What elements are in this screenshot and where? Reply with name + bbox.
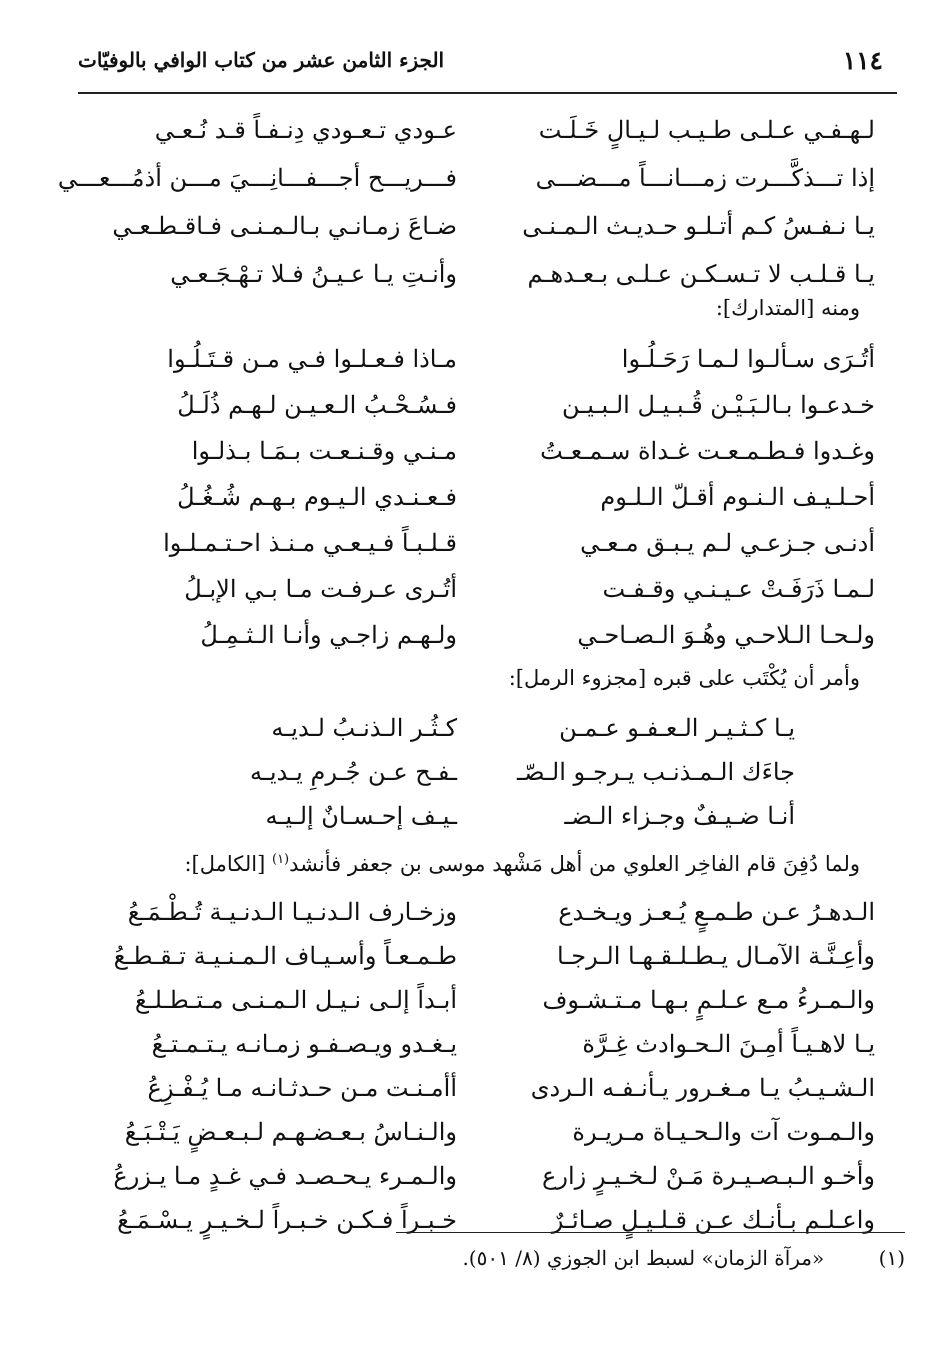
verse-line — [95, 612, 875, 658]
verse-right-hemistich: أدنـى جـزعـي لـم يـبـق مـعـي — [580, 529, 875, 557]
verse-left-hemistich: مـنـي وقـنـعـت بـمَـا بـذلـوا — [191, 437, 457, 465]
verse-right-hemistich: إذا تـــذكَّـــرت زمـــانـــاً مـــضـــى — [535, 164, 875, 192]
verse-right-hemistich: يـا كـثـيـر الـعـفـو عـمـن — [559, 714, 795, 742]
verse-line — [95, 250, 875, 298]
intro-text: ولما دُفِنَ قام الفاخِر العلوي من أهل مَشْهد موسى بن جعفر فأنشد — [289, 852, 860, 876]
poem-block-1 — [57, 106, 875, 298]
verse-line — [95, 978, 875, 1022]
meter-label: [الكامل]: — [184, 852, 272, 876]
verse-line — [95, 1110, 875, 1154]
page-number: ١١٤ — [842, 46, 883, 75]
verse-right-hemistich: واعـلـم بـأنـك عـن قـلـيـلٍ صـائـرٌ — [551, 1206, 875, 1234]
section-intro-epitaph: وأمر أن يُكْتَب على قبره [مجزوء الرمل]: — [508, 666, 860, 690]
verse-line — [95, 750, 875, 794]
verse-right-hemistich: أحـلـيـف الـنـوم أقـلّ الـلـوم — [600, 483, 875, 511]
footnote-number: (١) — [878, 1246, 905, 1270]
poem-block-4 — [95, 890, 875, 1242]
verse-left-hemistich: وزخـارف الـدنـيـا الـدنـيـة تُـطْـمَـعُ — [127, 898, 457, 926]
verse-right-hemistich: لـمـا ذَرَفَـتْ عـيـنـي وقـفـت — [602, 575, 875, 603]
verse-right-hemistich: الـدهـرُ عـن طـمـعٍ يُـعـز ويـخـدع — [558, 898, 875, 926]
header-rule — [78, 92, 897, 94]
verse-line — [95, 1198, 875, 1242]
section-intro-kamil — [184, 852, 860, 876]
verse-right-hemistich: أنـا ضـيـفٌ وجـزاء الـضـ — [564, 802, 795, 830]
verse-left-hemistich: يـغـدو ويـصـفـو زمـانـه يـتـمـتـعُ — [151, 1030, 457, 1058]
verse-left-hemistich: ضـاعَ زمـانـي بـالـمـنـى فـاقـطـعـي — [112, 212, 457, 240]
verse-right-hemistich: جاءَك الـمـذنـب يـرجـو الـصّـ — [517, 758, 795, 786]
verse-right-hemistich: وغـدوا فـطـمـعـت غـداة سـمـعـتُ — [540, 437, 875, 465]
verse-line — [95, 202, 875, 250]
running-title: الجزء الثامن عشر من كتاب الوافي بالوفيّات — [78, 48, 445, 72]
verse-left-hemistich: طـمـعـاً وأسـيـاف الـمـنـيـة تـقـطـعُ — [113, 942, 457, 970]
verse-line — [57, 154, 875, 202]
verse-left-hemistich: كـثُـر الـذنـبُ لـديـه — [271, 714, 457, 742]
verse-right-hemistich: الـشـيـبُ يـا مـغـرور يـأنـفـه الـردى — [530, 1074, 875, 1102]
verse-left-hemistich: فـــريـــح أجـــفـــانِـــيَ مـــن أذمُـــعـــي — [57, 164, 457, 192]
verse-left-hemistich: قـلـبـاً فـيـعـي مـنـذ احـتـمـلـوا — [163, 529, 457, 557]
footnote-marker: (١) — [271, 852, 290, 867]
verse-line — [95, 1022, 875, 1066]
verse-right-hemistich: لـهـفـي عـلـى طـيـب لـيـالٍ خَـلَـت — [538, 116, 875, 144]
verse-left-hemistich: ـفـح عـن جُـرمِ يـديـه — [249, 758, 457, 786]
verse-line — [95, 1154, 875, 1198]
verse-left-hemistich: خـبـراً فـكـن خـبـراً لـخـيـرٍ يـسْـمَـعُ — [117, 1206, 457, 1234]
verse-line — [95, 1066, 875, 1110]
verse-left-hemistich: وأنـتِ يـا عـيـنُ فـلا تـهْـجَـعـي — [170, 260, 457, 288]
verse-left-hemistich: فـسُـحْـبُ الـعـيـن لـهـم ذُلَـلُ — [177, 391, 457, 419]
verse-line — [95, 474, 875, 520]
verse-left-hemistich: عـودي تـعـودي دِنـفـاً قـد نُـعـي — [154, 116, 457, 144]
verse-right-hemistich: يـا نـفـسُ كـم أتـلـو حـديـث الـمـنـى — [522, 212, 875, 240]
verse-left-hemistich: والـمـرء يـحـصـد فـي غـدٍ مـا يـزرعُ — [113, 1162, 457, 1190]
verse-line — [95, 382, 875, 428]
verse-line — [95, 428, 875, 474]
verse-right-hemistich: والـمـرءُ مـع عـلـمٍ بـهـا مـتـشـوف — [542, 986, 875, 1014]
verse-line — [95, 890, 875, 934]
verse-right-hemistich: خـدعـوا بـالـبَـيْـن قُـبـيـل الـبـيـن — [561, 391, 875, 419]
verse-line — [95, 336, 875, 382]
verse-right-hemistich: وأعِـنَّـة الآمـال يـطـلـقـهـا الـرجـا — [556, 942, 875, 970]
verse-left-hemistich: مـاذا فـعـلـوا فـي مـن قـتَـلُـوا — [167, 345, 457, 373]
verse-right-hemistich: يـا لاهـيـاً أمِـنَ الـحـوادث غِـرَّة — [582, 1030, 875, 1058]
verse-left-hemistich: والـنـاسُ بـعـضـهـم لـبـعـضٍ يَـتْـبَـعُ — [124, 1118, 457, 1146]
verse-right-hemistich: وأخـو الـبـصـيـرة مَـنْ لـخـيـرٍ زارع — [542, 1162, 875, 1190]
verse-left-hemistich: فـعـنـدي الـيـوم بـهـم شُـغُـلُ — [177, 483, 457, 511]
verse-line — [95, 520, 875, 566]
verse-left-hemistich: أتُـرى عـرفـت مـا بـي الإبـلُ — [184, 575, 457, 603]
footnote-rule — [396, 1232, 905, 1233]
verse-left-hemistich: أأمـنـت مـن حـدثـانـه مـا يُـفْـزِعُ — [147, 1074, 457, 1102]
verse-line — [95, 566, 875, 612]
verse-line — [95, 706, 875, 750]
footnote-text: «مرآة الزمان» لسبط ابن الجوزي (٨/ ٥٠١). — [462, 1246, 825, 1270]
verse-left-hemistich: أبـداً إلـى نـيـل الـمـنـى مـتـطـلـعُ — [134, 986, 457, 1014]
verse-left-hemistich: ولـهـم زاجـي وأنـا الـثـمِـلُ — [200, 621, 457, 649]
verse-right-hemistich: أتُـرَى سـألـوا لـمـا رَحَـلُـوا — [621, 345, 875, 373]
verse-right-hemistich: ولـحـا الـلاحـي وهُـوَ الـصـاحـي — [577, 621, 875, 649]
poem-block-2 — [95, 336, 875, 658]
verse-line — [95, 934, 875, 978]
verse-right-hemistich: يـا قـلـب لا تـسـكـن عـلـى بـعـدهـم — [527, 260, 875, 288]
footnote — [462, 1246, 905, 1270]
verse-right-hemistich: والـمـوت آت والـحـيـاة مـريـرة — [572, 1118, 875, 1146]
verse-line — [95, 106, 875, 154]
page-header — [78, 44, 897, 84]
verse-line — [95, 794, 875, 838]
poem-block-3 — [95, 706, 875, 838]
verse-left-hemistich: ـيـف إحـسـانٌ إلـيـه — [265, 802, 457, 830]
section-intro-mutadarik: ومنه [المتدارك]: — [715, 296, 860, 320]
